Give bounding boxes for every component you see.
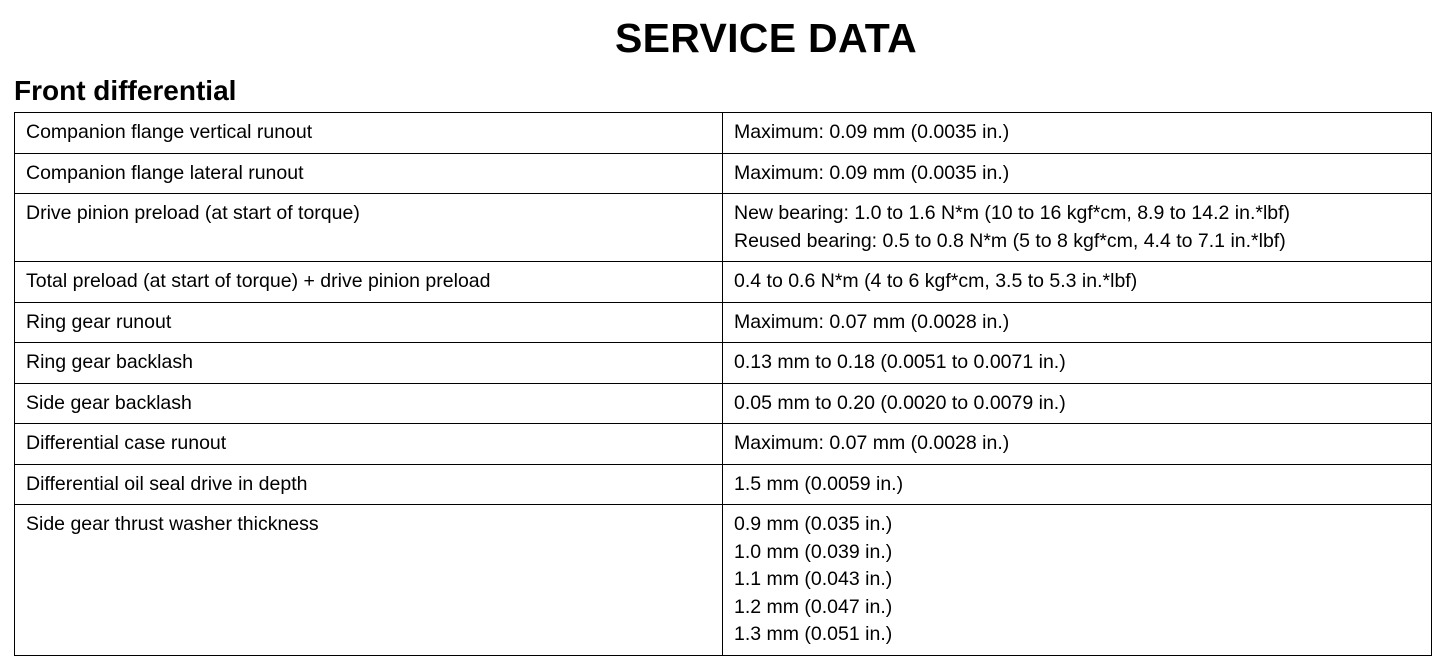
spec-value-line: 1.0 mm (0.039 in.) — [734, 540, 893, 563]
spec-item: Differential case runout — [15, 424, 723, 465]
spec-value — [723, 113, 1432, 154]
spec-value — [723, 194, 1432, 262]
table-row — [15, 383, 1432, 424]
table-row — [15, 343, 1432, 384]
table-row — [15, 424, 1432, 465]
spec-value-line: 1.5 mm (0.0059 in.) — [734, 472, 904, 495]
page-title: SERVICE DATA — [614, 15, 918, 61]
spec-value-line: Maximum: 0.09 mm (0.0035 in.) — [734, 121, 1010, 143]
spec-value — [723, 343, 1432, 384]
spec-value-line: Maximum: 0.07 mm (0.0028 in.) — [734, 432, 1010, 454]
spec-item: Drive pinion preload (at start of torque) — [15, 194, 723, 262]
spec-value-line: Reused bearing: 0.5 to 0.8 N*m (5 to 8 kgf*cm, 4.4 to 7.1 in.*lbf) — [734, 229, 1286, 252]
spec-value-line: 1.1 mm (0.043 in.) — [734, 568, 893, 590]
spec-item: Differential oil seal drive in depth — [15, 464, 723, 505]
service-data-table — [14, 112, 1432, 656]
table-row — [15, 262, 1432, 303]
table-row — [15, 302, 1432, 343]
spec-item: Side gear thrust washer thickness — [15, 505, 723, 656]
spec-value — [723, 153, 1432, 194]
spec-value-line: 0.4 to 0.6 N*m (4 to 6 kgf*cm, 3.5 to 5.3 in.*lbf) — [734, 270, 1138, 292]
table-row — [15, 153, 1432, 194]
spec-value — [723, 302, 1432, 343]
spec-item: Ring gear runout — [15, 302, 723, 343]
table-row — [15, 113, 1432, 154]
spec-value-line: 1.3 mm (0.051 in.) — [734, 623, 893, 645]
spec-value — [723, 262, 1432, 303]
spec-item: Side gear backlash — [15, 383, 723, 424]
spec-value-line: New bearing: 1.0 to 1.6 N*m (10 to 16 kgf*cm, 8.9 to 14.2 in.*lbf) — [734, 202, 1291, 224]
spec-value-line: Maximum: 0.09 mm (0.0035 in.) — [734, 161, 1010, 184]
spec-value — [723, 383, 1432, 424]
spec-item: Ring gear backlash — [15, 343, 723, 384]
table-row — [15, 194, 1432, 262]
spec-value-line: 1.2 mm (0.047 in.) — [734, 595, 893, 618]
spec-item: Companion flange vertical runout — [15, 113, 723, 154]
spec-item: Companion flange lateral runout — [15, 153, 723, 194]
spec-value-line: 0.9 mm (0.035 in.) — [734, 513, 893, 535]
spec-value — [723, 505, 1432, 656]
spec-value — [723, 464, 1432, 505]
spec-value — [723, 424, 1432, 465]
spec-value-line: Maximum: 0.07 mm (0.0028 in.) — [734, 310, 1010, 333]
table-row — [15, 505, 1432, 656]
spec-value-line: 0.05 mm to 0.20 (0.0020 to 0.0079 in.) — [734, 391, 1066, 414]
spec-value-line: 0.13 mm to 0.18 (0.0051 to 0.0071 in.) — [734, 351, 1066, 373]
spec-item: Total preload (at start of torque) + drive pinion preload — [15, 262, 723, 303]
section-title: Front differential — [14, 75, 237, 106]
table-row — [15, 464, 1432, 505]
